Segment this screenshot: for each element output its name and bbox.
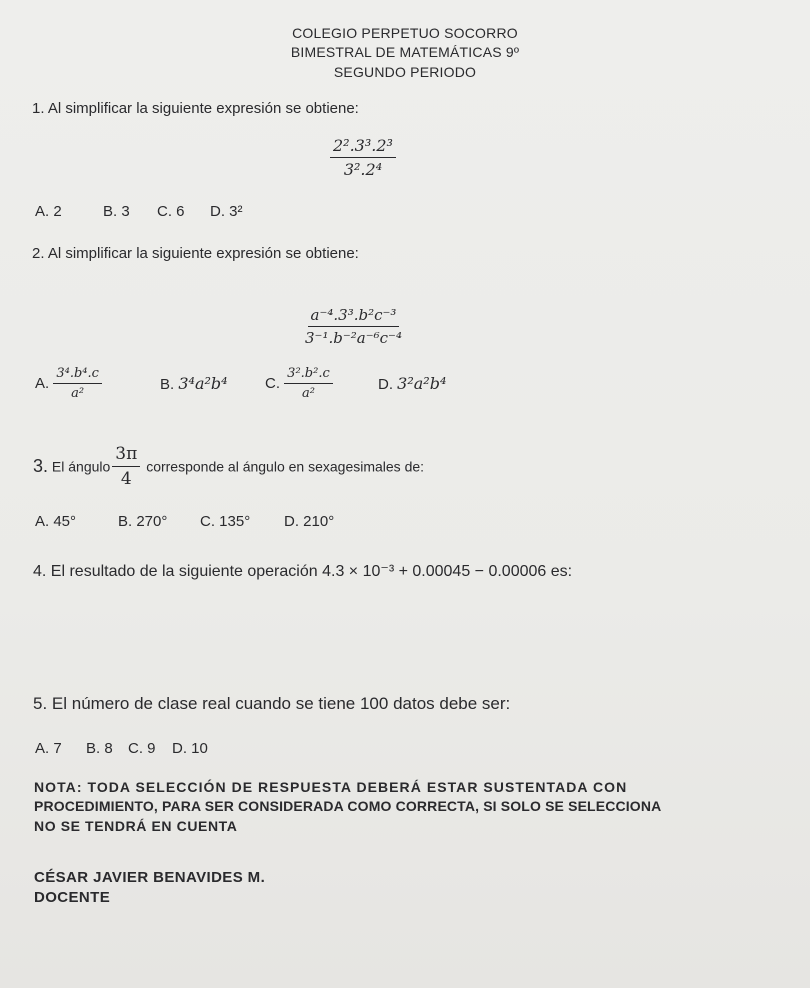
- q2-option-b-expr: 3⁴a²b⁴: [178, 374, 228, 393]
- question-2-expression: [302, 306, 405, 347]
- q2-option-d-letter: D.: [378, 376, 393, 393]
- question-1-expression: [330, 136, 396, 179]
- q3-option-a: A. 45°: [35, 513, 77, 530]
- q2-denominator: 3⁻¹.b⁻²a⁻⁶c⁻⁴: [305, 329, 402, 347]
- q3-angle-num: 3π: [112, 444, 140, 467]
- note-line-2: PROCEDIMIENTO, PARA SER CONSIDERADA COMO CORRECTA, SI SOLO SE SELECCIONA: [34, 798, 662, 814]
- question-2-text: 2. Al simplificar la siguiente expresión se obtiene:: [32, 245, 359, 262]
- q2-option-d-expr: 3²a²b⁴: [397, 374, 447, 393]
- school-name: COLEGIO PERPETUO SOCORRO: [292, 25, 518, 41]
- q2-option-a-letter: A.: [35, 375, 50, 392]
- exam-period: SEGUNDO PERIODO: [333, 64, 477, 80]
- q2-option-c-den: a²: [301, 386, 315, 401]
- q1-option-d: D. 3²: [210, 203, 243, 220]
- teacher-name: CÉSAR JAVIER BENAVIDES M.: [34, 869, 266, 886]
- q3-suffix: corresponde al ángulo en sexagesimales de:: [146, 458, 425, 475]
- q3-angle-den: 4: [120, 469, 132, 489]
- q1-option-c: C. 6: [157, 203, 185, 220]
- q5-option-d: D. 10: [172, 740, 208, 757]
- q2-option-a-num: 3⁴.b⁴.c: [53, 366, 102, 384]
- q3-option-c: C. 135°: [200, 513, 251, 530]
- q5-option-b: B. 8: [86, 740, 113, 757]
- note-line-3: NO SE TENDRÁ EN CUENTA: [34, 818, 238, 834]
- exam-subject: BIMESTRAL DE MATEMÁTICAS 9º: [290, 44, 520, 60]
- teacher-role: DOCENTE: [34, 889, 111, 906]
- question-1-text: 1. Al simplificar la siguiente expresión se obtiene:: [32, 100, 359, 117]
- q1-denominator: 3².2⁴: [343, 160, 383, 179]
- q2-option-b: [160, 374, 228, 393]
- q2-option-c: [265, 366, 333, 401]
- q2-numerator: a⁻⁴.3³.b²c⁻³: [308, 306, 400, 327]
- question-3-text: [33, 444, 424, 489]
- q2-option-b-letter: B.: [160, 376, 175, 393]
- q2-option-d: [378, 374, 446, 393]
- q3-number: 3.: [33, 456, 49, 476]
- q1-option-b: B. 3: [103, 203, 130, 220]
- question-5-text: 5. El número de clase real cuando se tiene 100 datos debe ser:: [33, 694, 511, 713]
- q2-option-c-letter: C.: [265, 375, 280, 392]
- q2-option-a: [35, 366, 102, 401]
- q1-numerator: 2².3³.2³: [330, 136, 396, 158]
- question-4-text: [33, 561, 572, 581]
- q3-option-d: D. 210°: [284, 513, 335, 530]
- q3-option-b: B. 270°: [118, 513, 168, 530]
- q5-option-c: C. 9: [128, 740, 156, 757]
- q2-option-c-num: 3².b².c: [284, 366, 333, 384]
- q1-option-a: A. 2: [35, 203, 62, 220]
- note-line-1: NOTA: TODA SELECCIÓN DE RESPUESTA DEBERÁ ESTAR SUSTENTADA CON: [34, 779, 628, 795]
- q3-label: El ángulo: [51, 458, 111, 475]
- q4-text: 4. El resultado de la siguiente operación: [33, 563, 318, 580]
- q4-suffix: es:: [550, 563, 573, 580]
- q4-expression: 4.3 × 10⁻³ + 0.00045 − 0.00006: [322, 563, 547, 580]
- q5-option-a: A. 7: [35, 740, 62, 757]
- q2-option-a-den: a²: [71, 386, 85, 401]
